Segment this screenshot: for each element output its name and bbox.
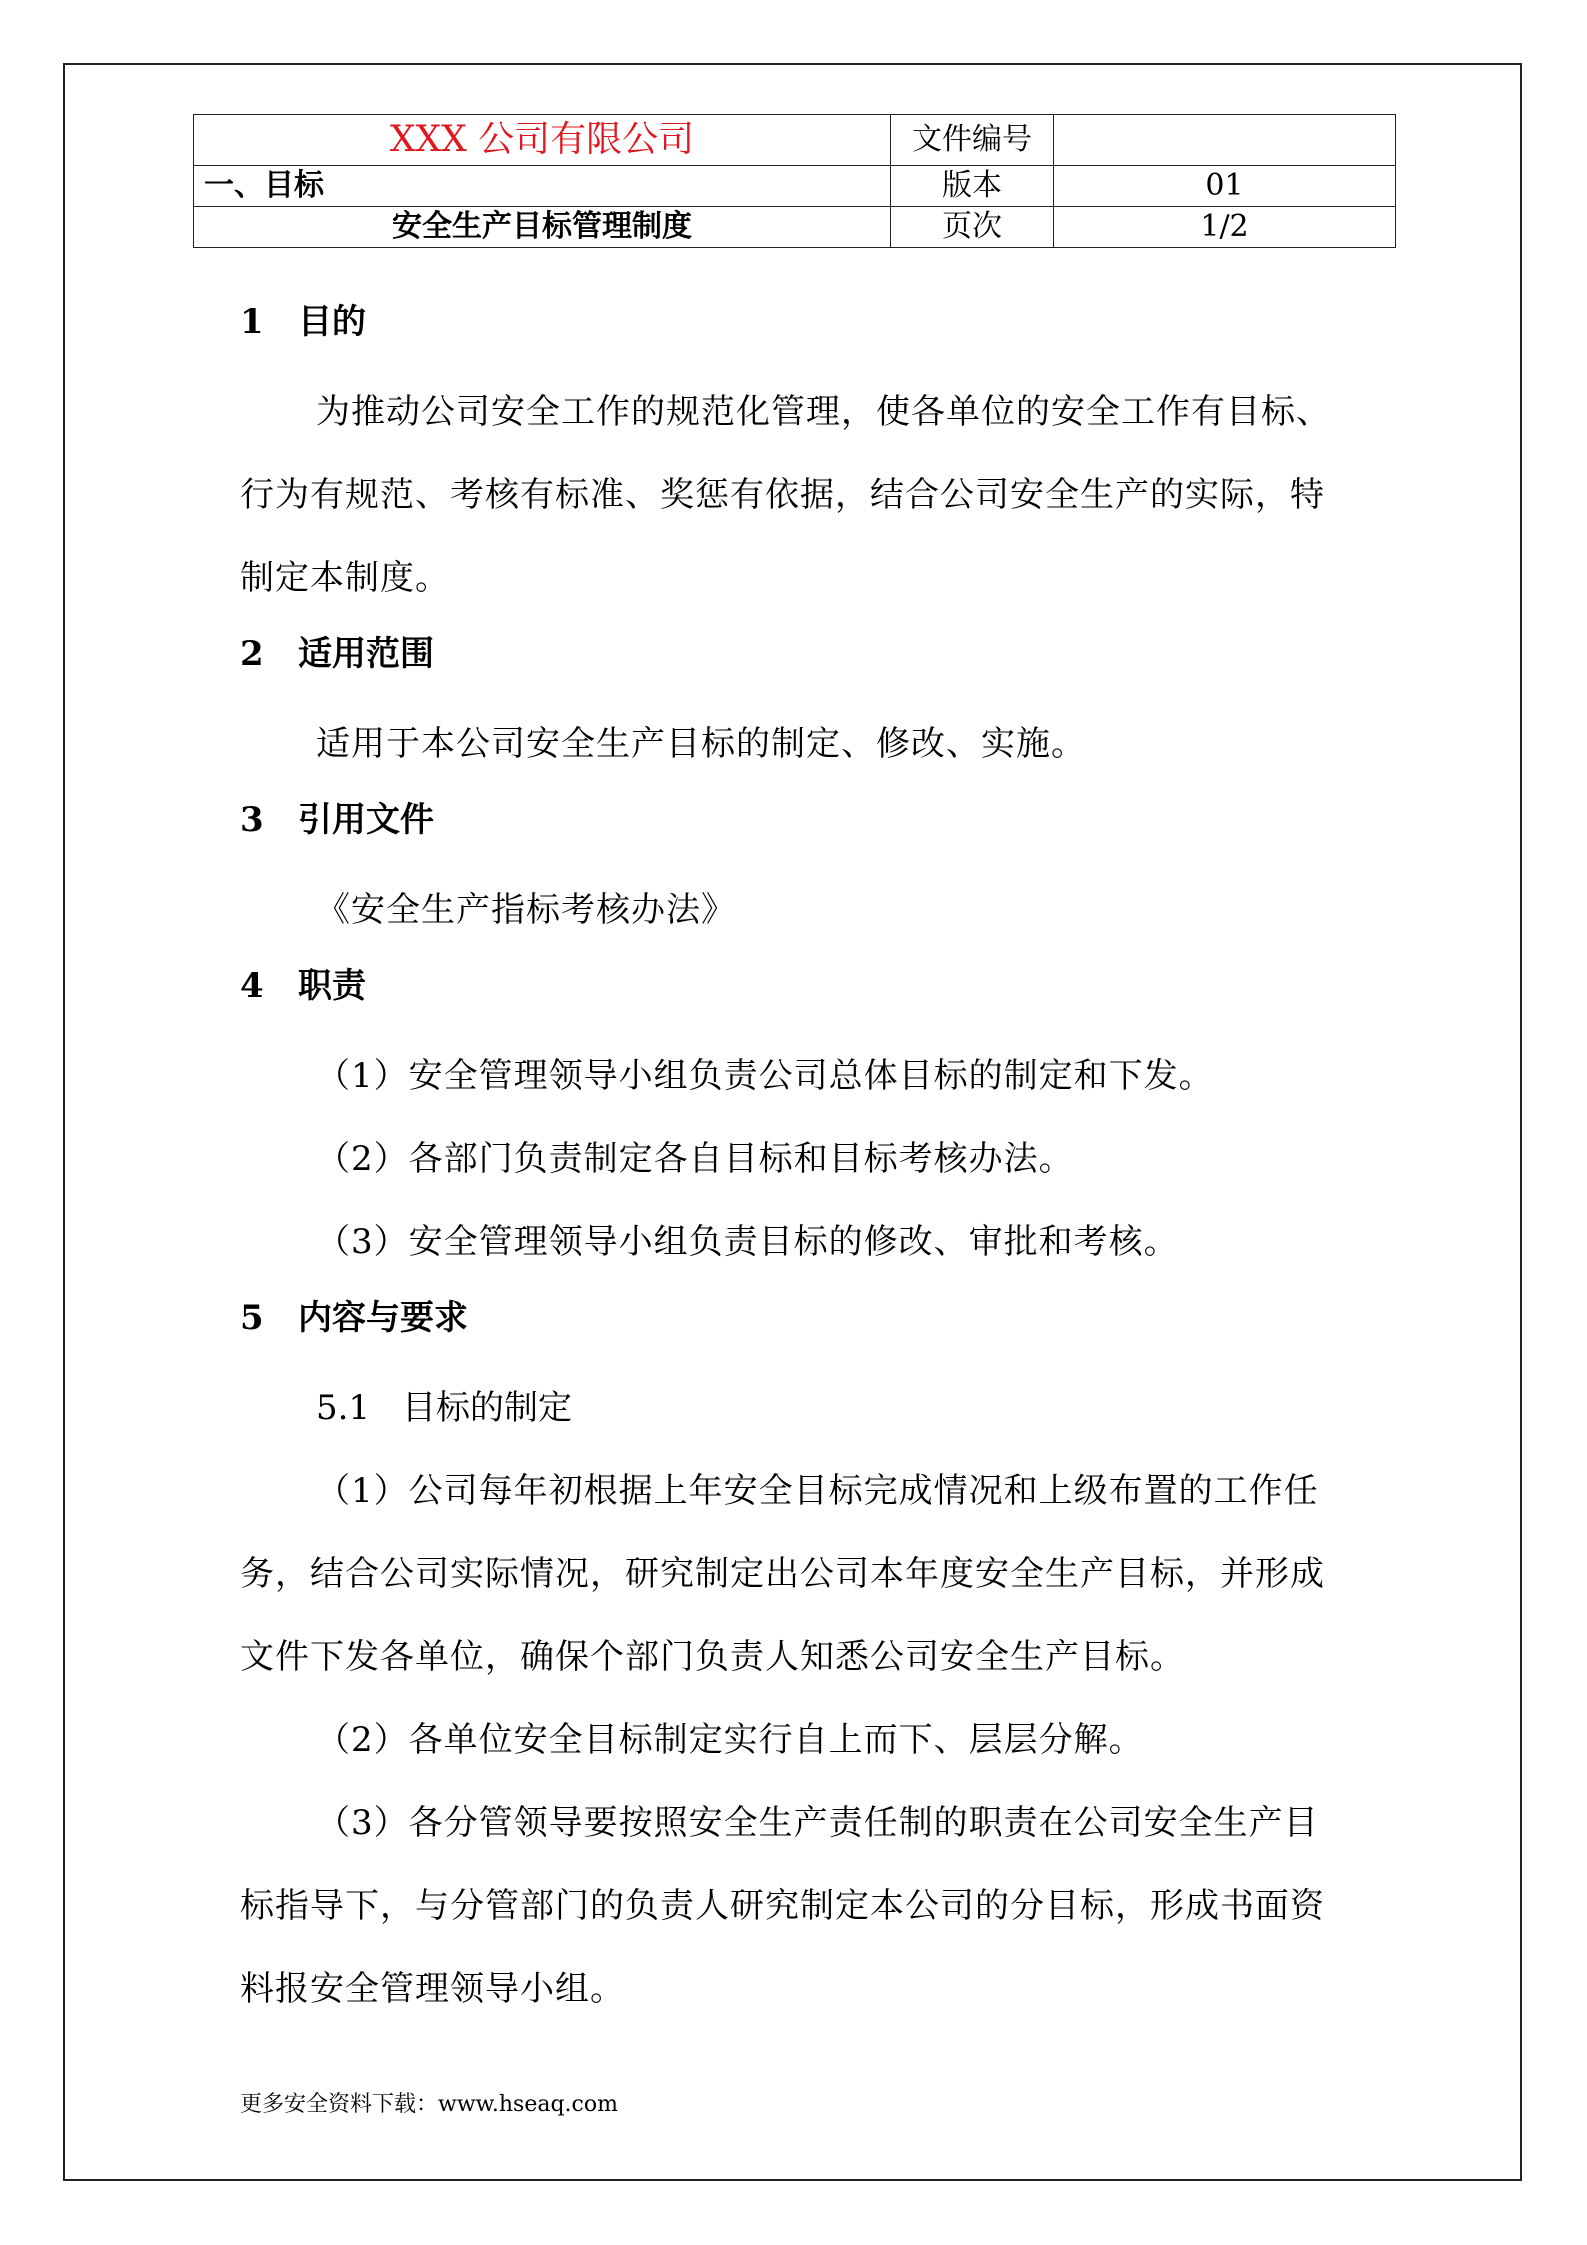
- section-title: 目的: [298, 302, 366, 342]
- doc-no-label: 文件编号: [891, 115, 1054, 166]
- document-body: [240, 288, 1350, 2031]
- header-row-title: [194, 207, 1396, 248]
- section-title: 适用范围: [298, 634, 434, 674]
- header-section-name: 一、目标: [194, 166, 891, 207]
- section-4-heading: [240, 952, 1350, 1035]
- page-value: 1/2: [1054, 207, 1396, 248]
- doc-no-value: [1054, 115, 1396, 166]
- requirement-paragraph: （2）各单位安全目标制定实行自上而下、层层分解。: [316, 1720, 1144, 1760]
- requirement-paragraph: （1）公司每年初根据上年安全目标完成情况和上级布置的工作任务，结合公司实际情况，研究制定出公司本年度安全生产目标，并形成文件下发各单位，确保个部门负责人知悉公司安全生产目标。: [240, 1471, 1325, 1677]
- section-number: 1: [240, 302, 264, 342]
- section-1-heading: [240, 288, 1350, 371]
- section-2-heading: [240, 620, 1350, 703]
- footer-download-note: 更多安全资料下载：www.hseaq.com: [240, 2092, 618, 2117]
- version-value: 01: [1054, 166, 1396, 207]
- responsibility-item: （1）安全管理领导小组负责公司总体目标的制定和下发。: [316, 1056, 1214, 1096]
- header-row-section: [194, 166, 1396, 207]
- version-label: 版本: [891, 166, 1054, 207]
- subsection-5-1-heading: [240, 1367, 1350, 1450]
- subsection-title: 目标的制定: [402, 1388, 572, 1428]
- section-3-paragraph: 《安全生产指标考核办法》: [316, 890, 736, 930]
- section-5-heading: [240, 1284, 1350, 1367]
- section-title: 引用文件: [298, 800, 434, 840]
- section-2-paragraph: 适用于本公司安全生产目标的制定、修改、实施。: [316, 724, 1086, 764]
- section-number: 3: [240, 800, 264, 840]
- section-number: 4: [240, 966, 264, 1006]
- header-row-company: [194, 115, 1396, 166]
- document-header-table: [193, 114, 1396, 248]
- section-1-paragraph: 为推动公司安全工作的规范化管理，使各单位的安全工作有目标、行为有规范、考核有标准、奖惩有依据，结合公司安全生产的实际，特制定本制度。: [240, 392, 1331, 598]
- section-3-heading: [240, 786, 1350, 869]
- requirement-paragraph: （3）各分管领导要按照安全生产责任制的职责在公司安全生产目标指导下，与分管部门的负责人研究制定本公司的分目标，形成书面资料报安全管理领导小组。: [240, 1803, 1325, 2009]
- page-label: 页次: [891, 207, 1054, 248]
- section-number: 2: [240, 634, 264, 674]
- section-title: 内容与要求: [298, 1298, 468, 1338]
- document-title: 安全生产目标管理制度: [194, 207, 891, 248]
- section-title: 职责: [298, 966, 366, 1006]
- company-name: XXX 公司有限公司: [194, 115, 891, 166]
- responsibility-item: （2）各部门负责制定各自目标和目标考核办法。: [316, 1139, 1074, 1179]
- responsibility-item: （3）安全管理领导小组负责目标的修改、审批和考核。: [316, 1222, 1179, 1262]
- subsection-number: 5.1: [316, 1388, 371, 1428]
- section-number: 5: [240, 1298, 264, 1338]
